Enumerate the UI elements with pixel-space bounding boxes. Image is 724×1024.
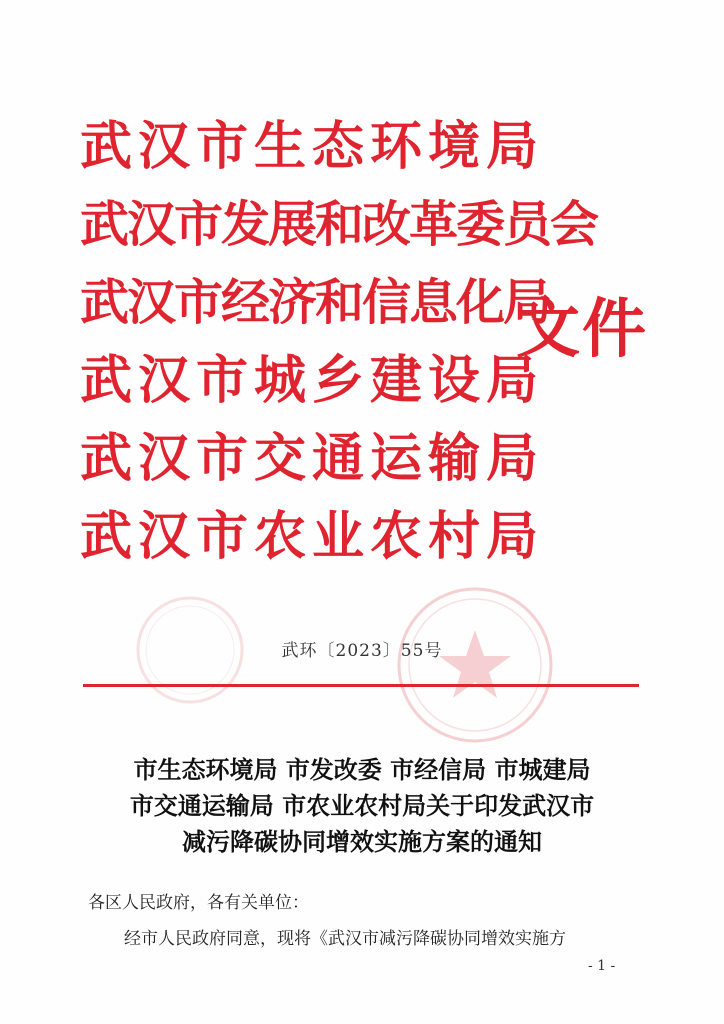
agency-economy-it: 武汉市经济和信息化局 [80,274,551,331]
document-suffix: 文件 [516,293,648,367]
title-line-1: 市生态环境局 市发改委 市经信局 市城建局 [133,756,591,784]
agency-agriculture: 武汉市农业农村局 [80,507,545,567]
red-divider [83,684,639,687]
document-number: 武环〔2023〕55号 [281,641,443,661]
title-line-2: 市交通运输局 市农业农村局关于印发武汉市 [129,792,595,820]
salutation: 各区人民政府，各有关单位： [88,893,309,913]
title-line-3: 减污降碳协同增效实施方案的通知 [182,828,542,856]
page-number: - 1 - [588,958,616,974]
agency-transport: 武汉市交通运输局 [80,429,545,489]
agency-ecology: 武汉市生态环境局 [80,117,545,177]
seal-stamp [390,580,560,750]
body-paragraph: 经市人民政府同意，现将《武汉市减污降碳协同增效实施方 [124,929,566,949]
agency-urban-rural-construction: 武汉市城乡建设局 [80,351,545,411]
notice-title [60,752,664,860]
agency-development-reform: 武汉市发展和改革委员会 [80,196,598,253]
